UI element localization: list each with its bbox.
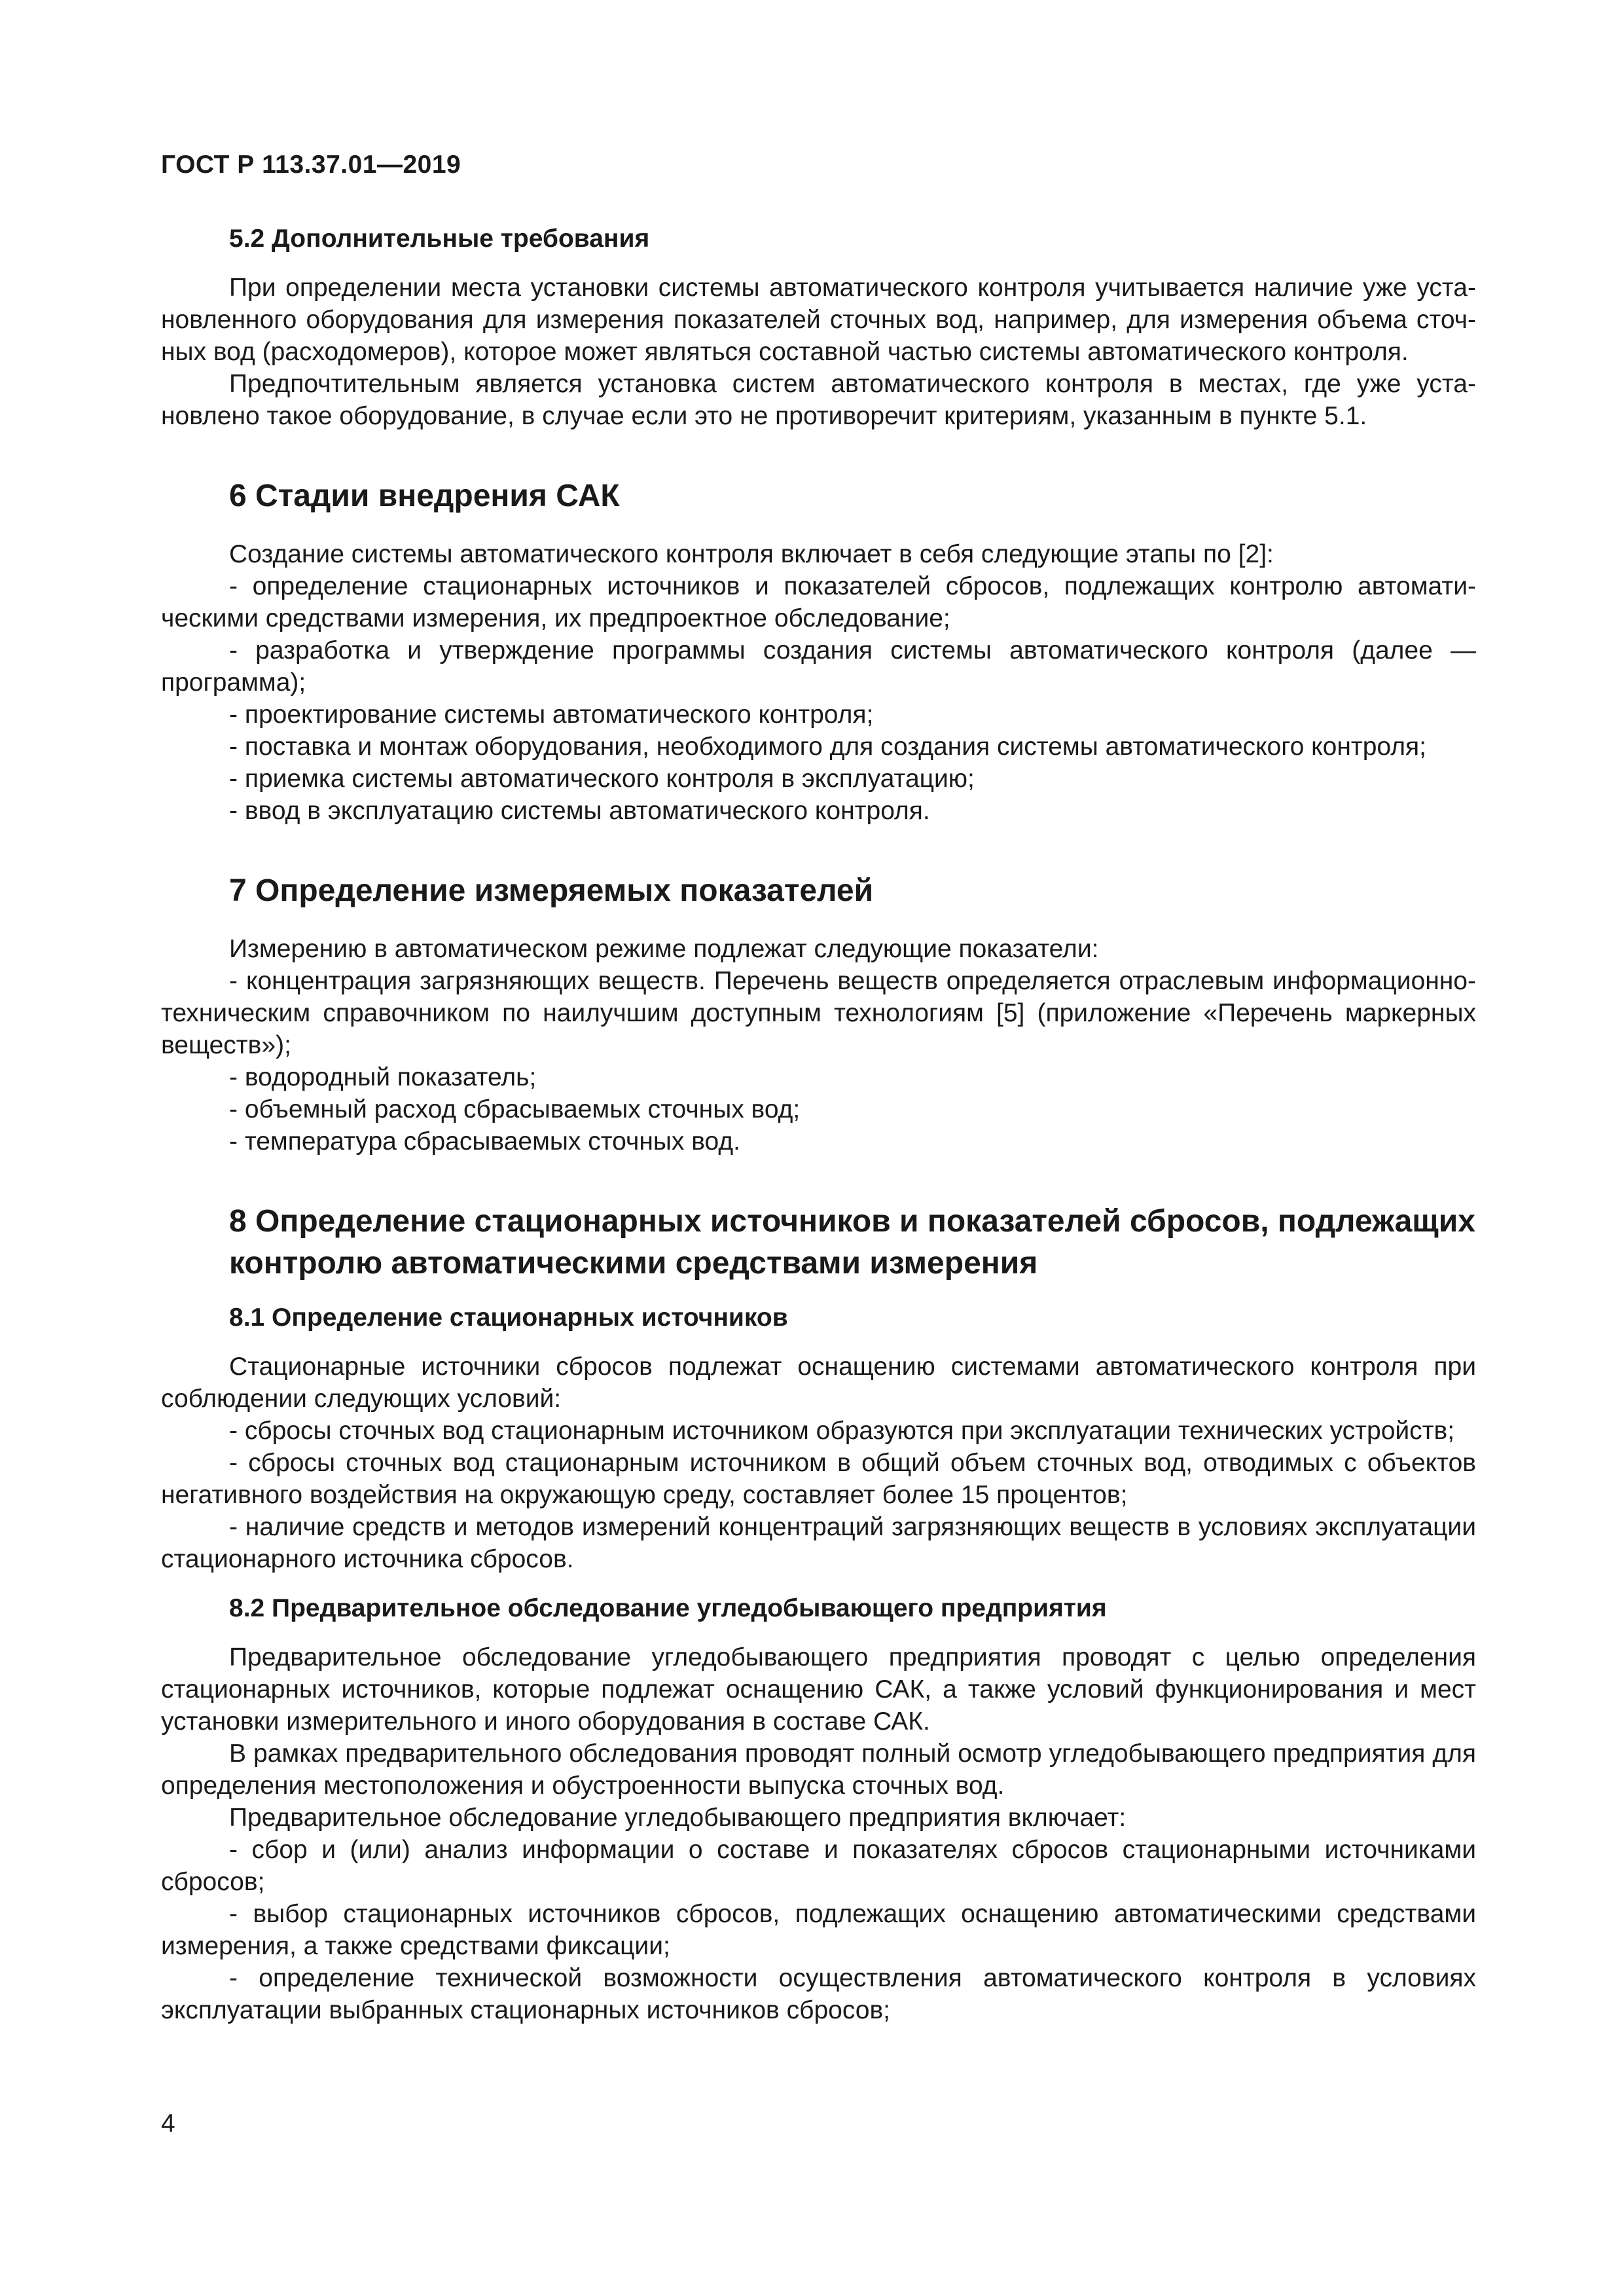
section-6-item-1: - определение стационарных источников и показателей сбросов, подлежащих контролю автоматическими средствами измерения, их предпроектное обследование; — [161, 572, 1476, 632]
section-8-2-paragraph-2: В рамках предварительного обследования проводят полный осмотр угледобывающего предприятия для определения местоположения и обустроенности выпуска сточных вод. — [161, 1740, 1476, 1800]
section-7-title: 7 Определение измеряемых показателей — [229, 873, 874, 908]
section-8-1-title: 8.1 Определение стационарных источников — [229, 1303, 788, 1332]
document-header: ГОСТ Р 113.37.01—2019 — [161, 151, 461, 179]
section-7-item-1: - концентрация загрязняющих веществ. Перечень веществ определяется отраслевым информационно-техническим справочником по наилучшим доступным технологиям [5] (приложение «Перечень маркерных веществ»); — [161, 967, 1476, 1059]
section-6-item-2: - разработка и утверждение программы создания системы автоматического контроля (далее — программа); — [161, 636, 1476, 697]
section-6-item-5: - приемка системы автоматического контроля в эксплуатацию; — [229, 765, 975, 793]
section-5-2-title: 5.2 Дополнительные требования — [229, 225, 650, 253]
section-7-intro: Измерению в автоматическом режиме подлежат следующие показатели: — [229, 935, 1099, 963]
section-6-item-6: - ввод в эксплуатацию системы автоматического контроля. — [229, 797, 930, 825]
section-8-1-item-1: - сбросы сточных вод стационарным источником образуются при эксплуатации технических устройств; — [229, 1417, 1455, 1445]
section-7-item-4: - температура сбрасываемых сточных вод. — [229, 1127, 740, 1156]
section-8-2-item-1: - сбор и (или) анализ информации о составе и показателях сбросов стационарными источниками сбросов; — [161, 1836, 1476, 1896]
section-6-intro: Создание системы автоматического контроля включает в себя следующие этапы по [2]: — [229, 540, 1274, 568]
section-8-title-line-1: 8 Определение стационарных источников и показателей сбросов, подлежащих — [229, 1204, 1475, 1239]
section-7-item-3: - объемный расход сбрасываемых сточных вод; — [229, 1095, 801, 1123]
section-8-2-item-3: - определение технической возможности осуществления автоматического контроля в условиях эксплуатации выбранных стационарных источников сбросов; — [161, 1964, 1476, 2024]
section-6-title: 6 Стадии внедрения САК — [229, 479, 620, 513]
section-8-1-item-3: - наличие средств и методов измерений концентраций загрязняющих веществ в условиях эксплуатации стационарного источника сбросов. — [161, 1513, 1476, 1573]
section-7-item-2: - водородный показатель; — [229, 1063, 537, 1091]
section-5-2-paragraph-2: Предпочтительным является установка систем автоматического контроля в местах, где уже установлено такое оборудование, в случае если это не противоречит критериям, указанным в пункте 5.1. — [161, 370, 1476, 430]
section-8-2-title: 8.2 Предварительное обследование угледобывающего предприятия — [229, 1594, 1107, 1622]
section-6-item-4: - поставка и монтаж оборудования, необходимого для создания системы автоматического контроля; — [229, 733, 1426, 761]
section-8-1-item-2: - сбросы сточных вод стационарным источником в общий объем сточных вод, отводимых с объектов негативного воздействия на окружающую среду, составляет более 15 процентов; — [161, 1449, 1476, 1509]
section-8-title-line-2: контролю автоматическими средствами измерения — [229, 1246, 1038, 1281]
section-5-2-paragraph-1: При определении места установки системы автоматического контроля учитывается наличие уже установленного оборудования для измерения показателей сточных вод, например, для измерения объема сточных вод (расходомеров), которое может являться составной частью системы автоматического контроля. — [161, 274, 1476, 366]
section-8-1-intro: Стационарные источники сбросов подлежат оснащению системами автоматического контроля при соблюдении следующих условий: — [161, 1353, 1476, 1413]
section-6-item-3: - проектирование системы автоматического контроля; — [229, 701, 874, 729]
section-8-2-paragraph-1: Предварительное обследование угледобывающего предприятия проводят с целью определения стационарных источников, которые подлежат оснащению САК, а также условий функционирования и мест установки измерительного и иного оборудования в составе САК. — [161, 1643, 1476, 1736]
document-body — [161, 223, 1476, 2026]
page-number: 4 — [161, 2109, 175, 2138]
section-8-2-paragraph-3: Предварительное обследование угледобывающего предприятия включает: — [229, 1804, 1127, 1832]
section-8-2-item-2: - выбор стационарных источников сбросов, подлежащих оснащению автоматическими средствами измерения, а также средствами фиксации; — [161, 1900, 1476, 1960]
